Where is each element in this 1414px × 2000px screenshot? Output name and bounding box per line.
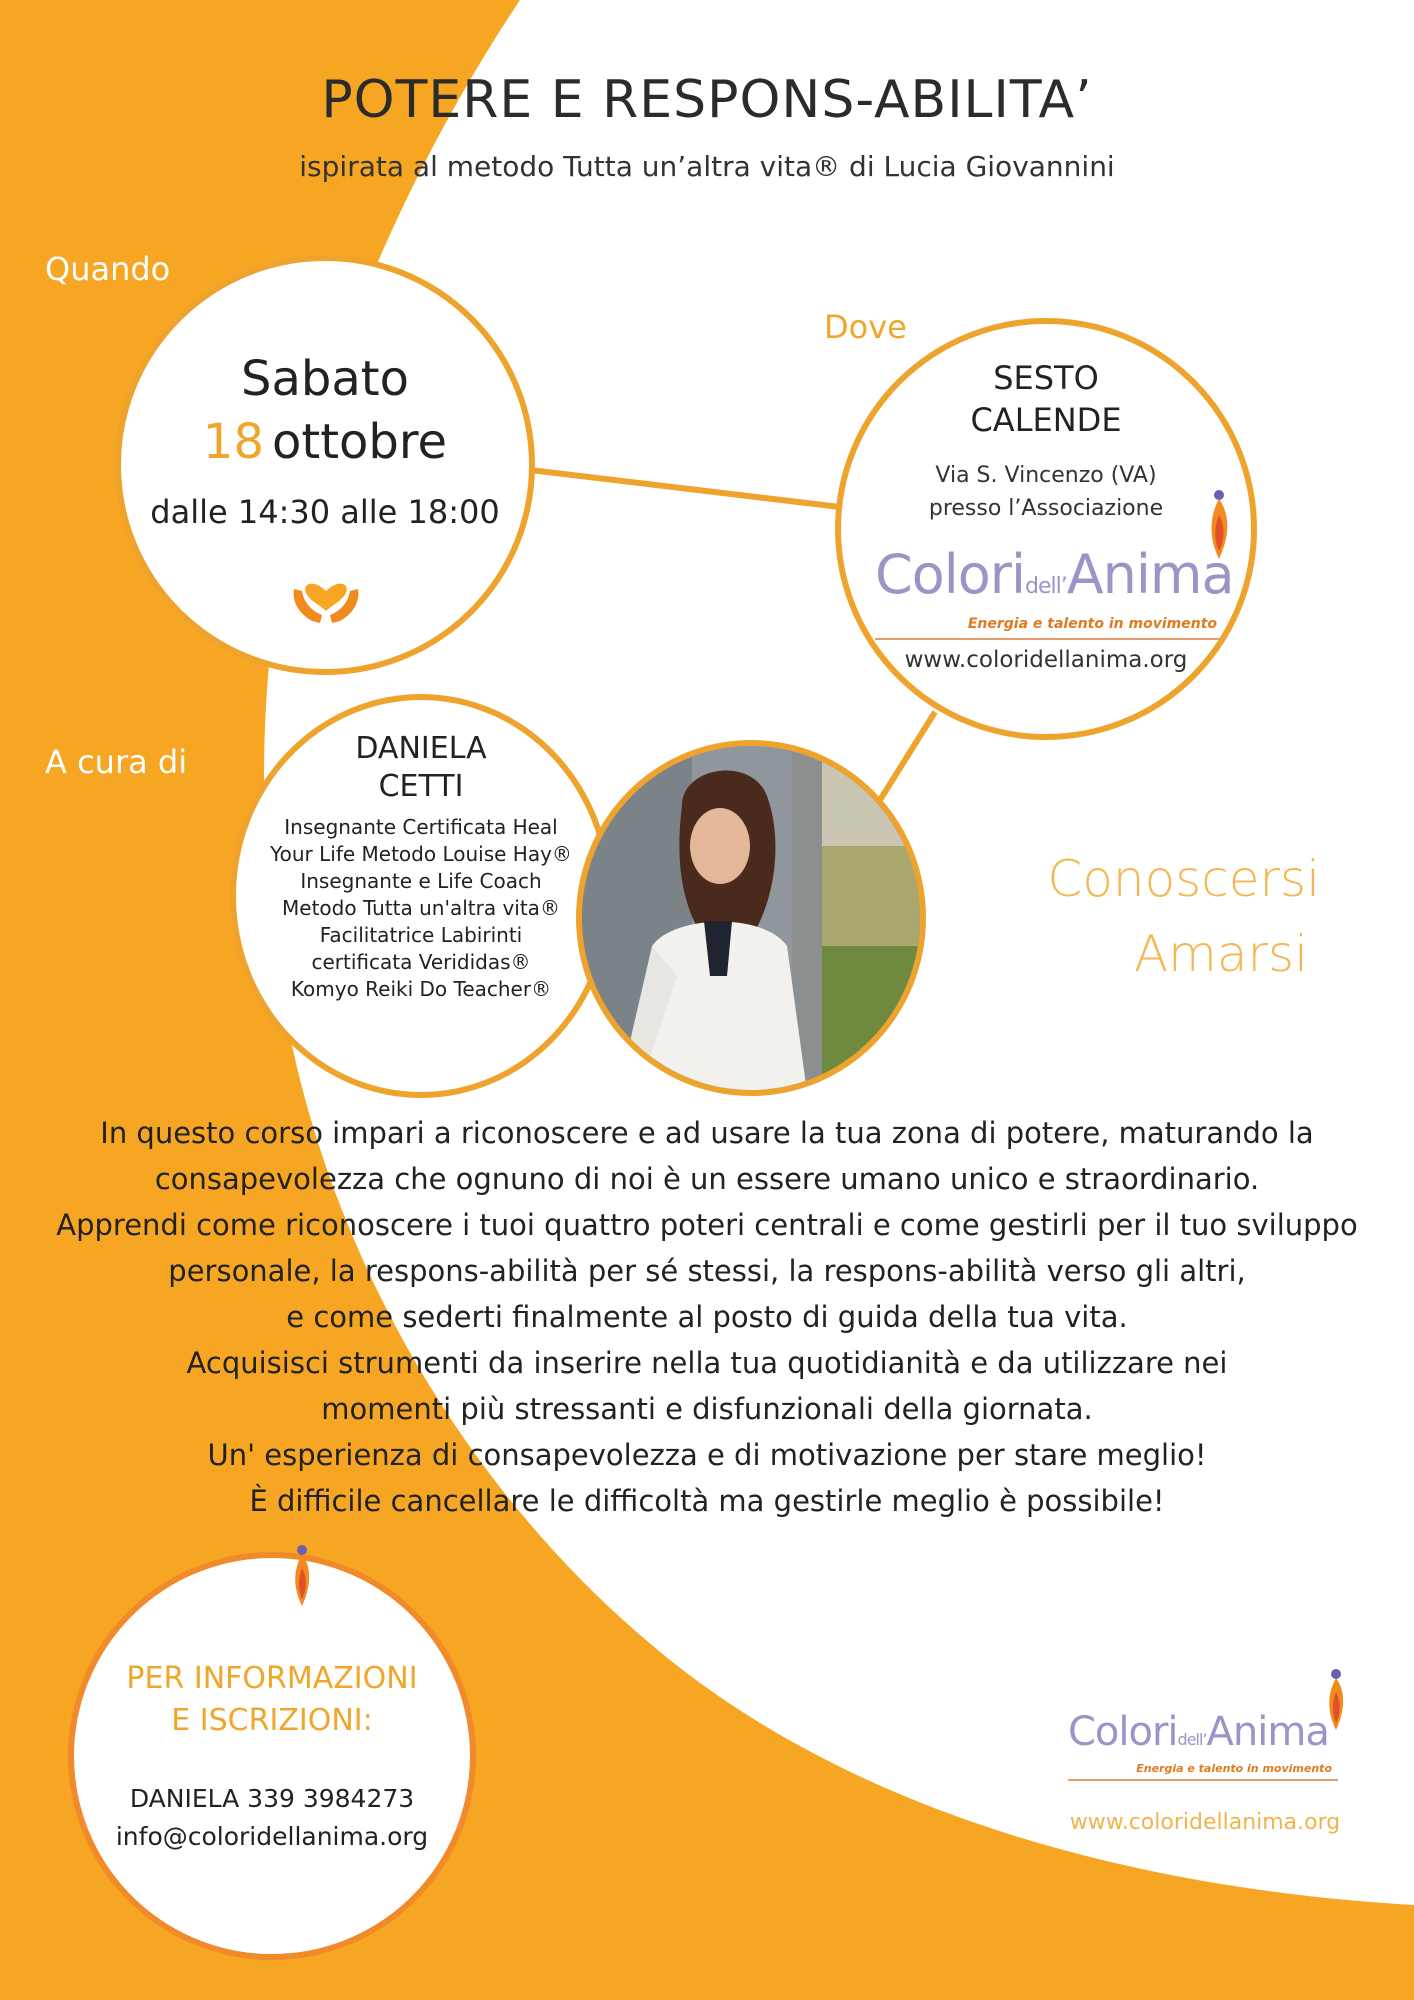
info-title-line2: E ISCRIZIONI: bbox=[171, 1703, 373, 1738]
footer-logo-word-colori: Colori bbox=[1068, 1709, 1178, 1755]
description-line: Apprendi come riconoscere i tuoi quattro poteri centrali e come gestirli per il tuo sviluppo bbox=[56, 1208, 1358, 1242]
flame-figure-icon bbox=[290, 1544, 314, 1608]
description-line: Acquisisci strumenti da inserire nella tua quotidianità e da utilizzare nei bbox=[186, 1346, 1228, 1380]
footer-logo-tagline: Energia e talento in movimento bbox=[1136, 1762, 1332, 1775]
instructor-circle bbox=[230, 694, 612, 1098]
bio-line: Insegnante e Life Coach bbox=[300, 869, 542, 893]
event-time: dalle 14:30 alle 18:00 bbox=[150, 493, 500, 531]
page-title: POTERE E RESPONS-ABILITA’ bbox=[321, 70, 1093, 130]
by-label: A cura di bbox=[45, 743, 188, 781]
info-circle bbox=[68, 1552, 476, 1960]
instructor-name-line1: DANIELA bbox=[355, 731, 487, 766]
bio-line: Facilitatrice Labirinti bbox=[319, 923, 523, 947]
bio-line: Komyo Reiki Do Teacher® bbox=[290, 977, 552, 1001]
footer-logo-word-anima: Anima bbox=[1206, 1709, 1329, 1755]
where-label: Dove bbox=[824, 308, 907, 346]
address-line2: presso l’Associazione bbox=[928, 496, 1164, 521]
description-line: e come sederti finalmente al posto di guida della tua vita. bbox=[286, 1300, 1128, 1334]
footer-logo-word-dell: dell’ bbox=[1177, 1730, 1207, 1749]
logo-word-colori: Colori bbox=[875, 543, 1025, 606]
instructor-name-line2: CETTI bbox=[378, 769, 464, 804]
logo-word-anima: Anima bbox=[1066, 543, 1234, 606]
city-line1: SESTO bbox=[993, 359, 1099, 397]
instructor-photo bbox=[576, 740, 926, 1096]
event-date bbox=[121, 414, 529, 470]
bio-line: Metodo Tutta un'altra vita® bbox=[282, 896, 560, 920]
description-line: In questo corso impari a riconoscere e ad usare la tua zona di potere, maturando la bbox=[100, 1116, 1314, 1150]
description-line: momenti più stressanti e disfunzionali della giornata. bbox=[321, 1392, 1093, 1426]
page-subtitle: ispirata al metodo Tutta un’altra vita® di Lucia Giovannini bbox=[299, 150, 1115, 183]
bio-line: Insegnante Certificata Heal bbox=[284, 815, 558, 839]
where-circle bbox=[835, 318, 1257, 740]
venue-website-link[interactable]: www.coloridellanima.org bbox=[904, 647, 1188, 673]
footer-website-link[interactable]: www.coloridellanima.org bbox=[1069, 1810, 1341, 1835]
photo-illustration bbox=[582, 746, 922, 1092]
logo-tagline: Energia e talento in movimento bbox=[967, 616, 1217, 632]
when-label: Quando bbox=[45, 250, 171, 288]
logo-word-dell: dell’ bbox=[1025, 574, 1067, 599]
event-day: Sabato bbox=[241, 351, 409, 407]
event-date-month: ottobre bbox=[272, 414, 448, 470]
contact-email[interactable]: info@coloridellanima.org bbox=[115, 1822, 429, 1851]
description-line: È difficile cancellare le difficoltà ma gestirle meglio è possibile! bbox=[249, 1484, 1165, 1518]
bio-line: certificata Verididas® bbox=[311, 950, 531, 974]
description-line: personale, la respons-abilità per sé stessi, la respons-abilità verso gli altri, bbox=[168, 1254, 1246, 1288]
tagline-line1: Conoscersi bbox=[1047, 850, 1320, 908]
address-line1: Via S. Vincenzo (VA) bbox=[935, 463, 1157, 488]
event-date-number: 18 bbox=[202, 414, 264, 470]
description-line: consapevolezza che ognuno di noi è un essere umano unico e straordinario. bbox=[154, 1162, 1260, 1196]
tagline-line2: Amarsi bbox=[1133, 925, 1308, 983]
contact-phone[interactable]: DANIELA 339 3984273 bbox=[129, 1784, 415, 1813]
association-logo bbox=[875, 543, 1234, 640]
city-line2: CALENDE bbox=[970, 401, 1122, 439]
bio-line: Your Life Metodo Louise Hay® bbox=[270, 842, 572, 866]
description-line: Un' esperienza di consapevolezza e di motivazione per stare meglio! bbox=[207, 1438, 1207, 1472]
info-title-line1: PER INFORMAZIONI bbox=[126, 1661, 418, 1696]
heart-hands-icon bbox=[290, 561, 362, 627]
when-circle bbox=[115, 255, 535, 675]
